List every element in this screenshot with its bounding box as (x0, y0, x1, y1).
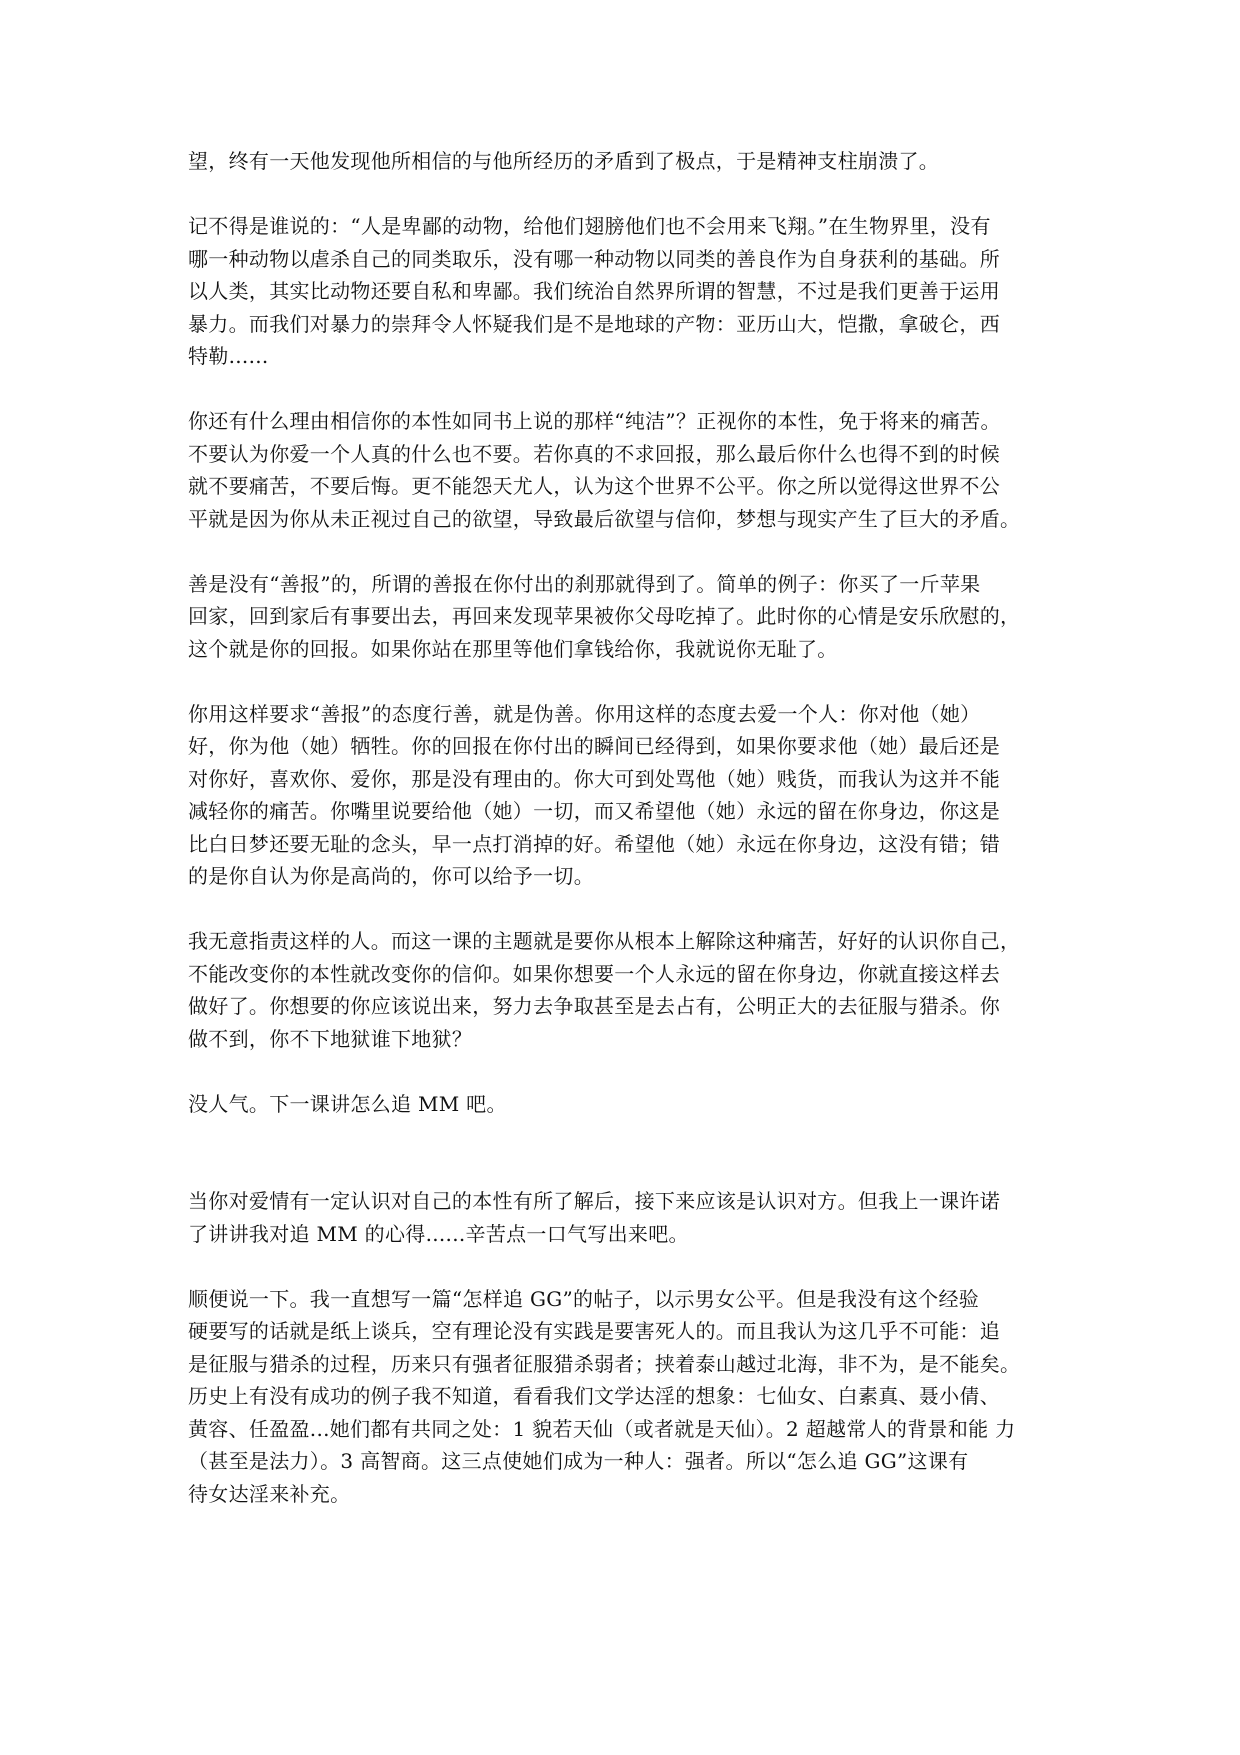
text-line: 做不到，你不下地狱谁下地狱？ (188, 1026, 473, 1051)
paragraph (188, 1283, 1060, 1511)
paragraph-gap (188, 535, 1060, 568)
text-line: 不要认为你爱一个人真的什么也不要。若你真的不求回报，那么最后你什么也得不到的时候 (188, 441, 1000, 466)
paragraph-gap (188, 1055, 1060, 1088)
paragraph (188, 210, 1060, 373)
text-line: 善是没有“善报”的，所谓的善报在你付出的刹那就得到了。简单的例子：你买了一斤苹果 (188, 571, 981, 596)
text-line: 平就是因为你从未正视过自己的欲望，导致最后欲望与信仰，梦想与现实产生了巨大的矛盾。 (188, 506, 1021, 531)
text-line: 历史上有没有成功的例子我不知道，看看我们文学达淫的想象：七仙女、白素真、聂小倩、 (188, 1384, 1000, 1408)
text-line: 了讲讲我对追 MM 的心得......辛苦点一口气写出来吧。 (188, 1221, 689, 1246)
text-line: 暴力。而我们对暴力的崇拜令人怀疑我们是不是地球的产物：亚历山大，恺撒，拿破仑，西 (188, 311, 1000, 336)
paragraph-gap (188, 178, 1060, 211)
paragraph (188, 1088, 1060, 1121)
paragraph (188, 1185, 1060, 1250)
section-gap (188, 1120, 1060, 1185)
paragraph (188, 698, 1060, 893)
text-line: 望，终有一天他发现他所相信的与他所经历的矛盾到了极点，于是精神支柱崩溃了。 (188, 149, 940, 173)
text-line: 顺便说一下。我一直想写一篇“怎样追 GG”的帖子，以示男女公平。但是我没有这个经验 (188, 1286, 980, 1311)
text-line: 特勒...... (188, 344, 269, 368)
text-line: 以人类，其实比动物还要自私和卑鄙。我们统治自然界所谓的智慧，不过是我们更善于运用 (188, 279, 1000, 303)
text-line: 待女达淫来补充。 (188, 1481, 351, 1506)
text-line: 你用这样要求“善报”的态度行善，就是伪善。你用这样的态度去爱一个人：你对他（她） (188, 701, 981, 726)
paragraph (188, 568, 1060, 666)
text-line: 我无意指责这样的人。而这一课的主题就是要你从根本上解除这种痛苦，好好的认识你自己， (188, 929, 1021, 953)
text-line: 不能改变你的本性就改变你的信仰。如果你想要一个人永远的留在你身边，你就直接这样去 (188, 961, 1000, 986)
text-line: （甚至是法力）。3 高智商。这三点使她们成为一种人：强者。所以“怎么追 GG”这课有 (188, 1449, 969, 1473)
text-line: 这个就是你的回报。如果你站在那里等他们拿钱给你，我就说你无耻了。 (188, 636, 838, 661)
text-line: 好，你为他（她）牺牲。你的回报在你付出的瞬间已经得到，如果你要求他（她）最后还是 (188, 734, 1000, 758)
text-line: 比白日梦还要无耻的念头，早一点打消掉的好。希望他（她）永远在你身边，这没有错；错 (188, 831, 1000, 856)
paragraph-gap (188, 373, 1060, 406)
text-line: 记不得是谁说的：“人是卑鄙的动物，给他们翅膀他们也不会用来飞翔。”在生物界里，没有 (188, 214, 991, 238)
text-line: 是征服与猎杀的过程，历来只有强者征服猎杀弱者；挟着泰山越过北海，非不为，是不能矣。 (188, 1351, 1021, 1376)
text-line: 对你好，喜欢你、爱你，那是没有理由的。你大可到处骂他（她）贱货，而我认为这并不能 (188, 766, 1000, 791)
paragraph (188, 405, 1060, 535)
paragraph-gap (188, 665, 1060, 698)
text-line: 当你对爱情有一定认识对自己的本性有所了解后，接下来应该是认识对方。但我上一课许诺 (188, 1189, 1000, 1213)
text-line: 没人气。下一课讲怎么追 MM 吧。 (188, 1091, 507, 1116)
paragraph (188, 145, 1060, 178)
document-body (188, 145, 1060, 1510)
paragraph-gap (188, 1250, 1060, 1283)
text-line: 减轻你的痛苦。你嘴里说要给他（她）一切，而又希望他（她）永远的留在你身边，你这是 (188, 799, 1000, 823)
text-line: 黄容、任盈盈...她们都有共同之处：1 貌若天仙（或者就是天仙）。2 超越常人的背景和能 力 (188, 1416, 1016, 1441)
text-line: 回家，回到家后有事要出去，再回来发现苹果被你父母吃掉了。此时你的心情是安乐欣慰的， (188, 604, 1021, 628)
text-line: 硬要写的话就是纸上谈兵，空有理论没有实践是要害死人的。而且我认为这几乎不可能：追 (188, 1319, 1000, 1343)
text-line: 哪一种动物以虐杀自己的同类取乐，没有哪一种动物以同类的善良作为自身获利的基础。所 (188, 246, 1000, 271)
text-line: 你还有什么理由相信你的本性如同书上说的那样“纯洁”？正视你的本性，免于将来的痛苦。 (188, 409, 1001, 433)
text-line: 做好了。你想要的你应该说出来，努力去争取甚至是去占有，公明正大的去征服与猎杀。你 (188, 994, 1000, 1018)
paragraph (188, 925, 1060, 1055)
text-line: 就不要痛苦，不要后悔。更不能怨天尤人，认为这个世界不公平。你之所以觉得这世界不公 (188, 474, 1000, 498)
paragraph-gap (188, 893, 1060, 926)
text-line: 的是你自认为你是高尚的，你可以给予一切。 (188, 864, 594, 888)
